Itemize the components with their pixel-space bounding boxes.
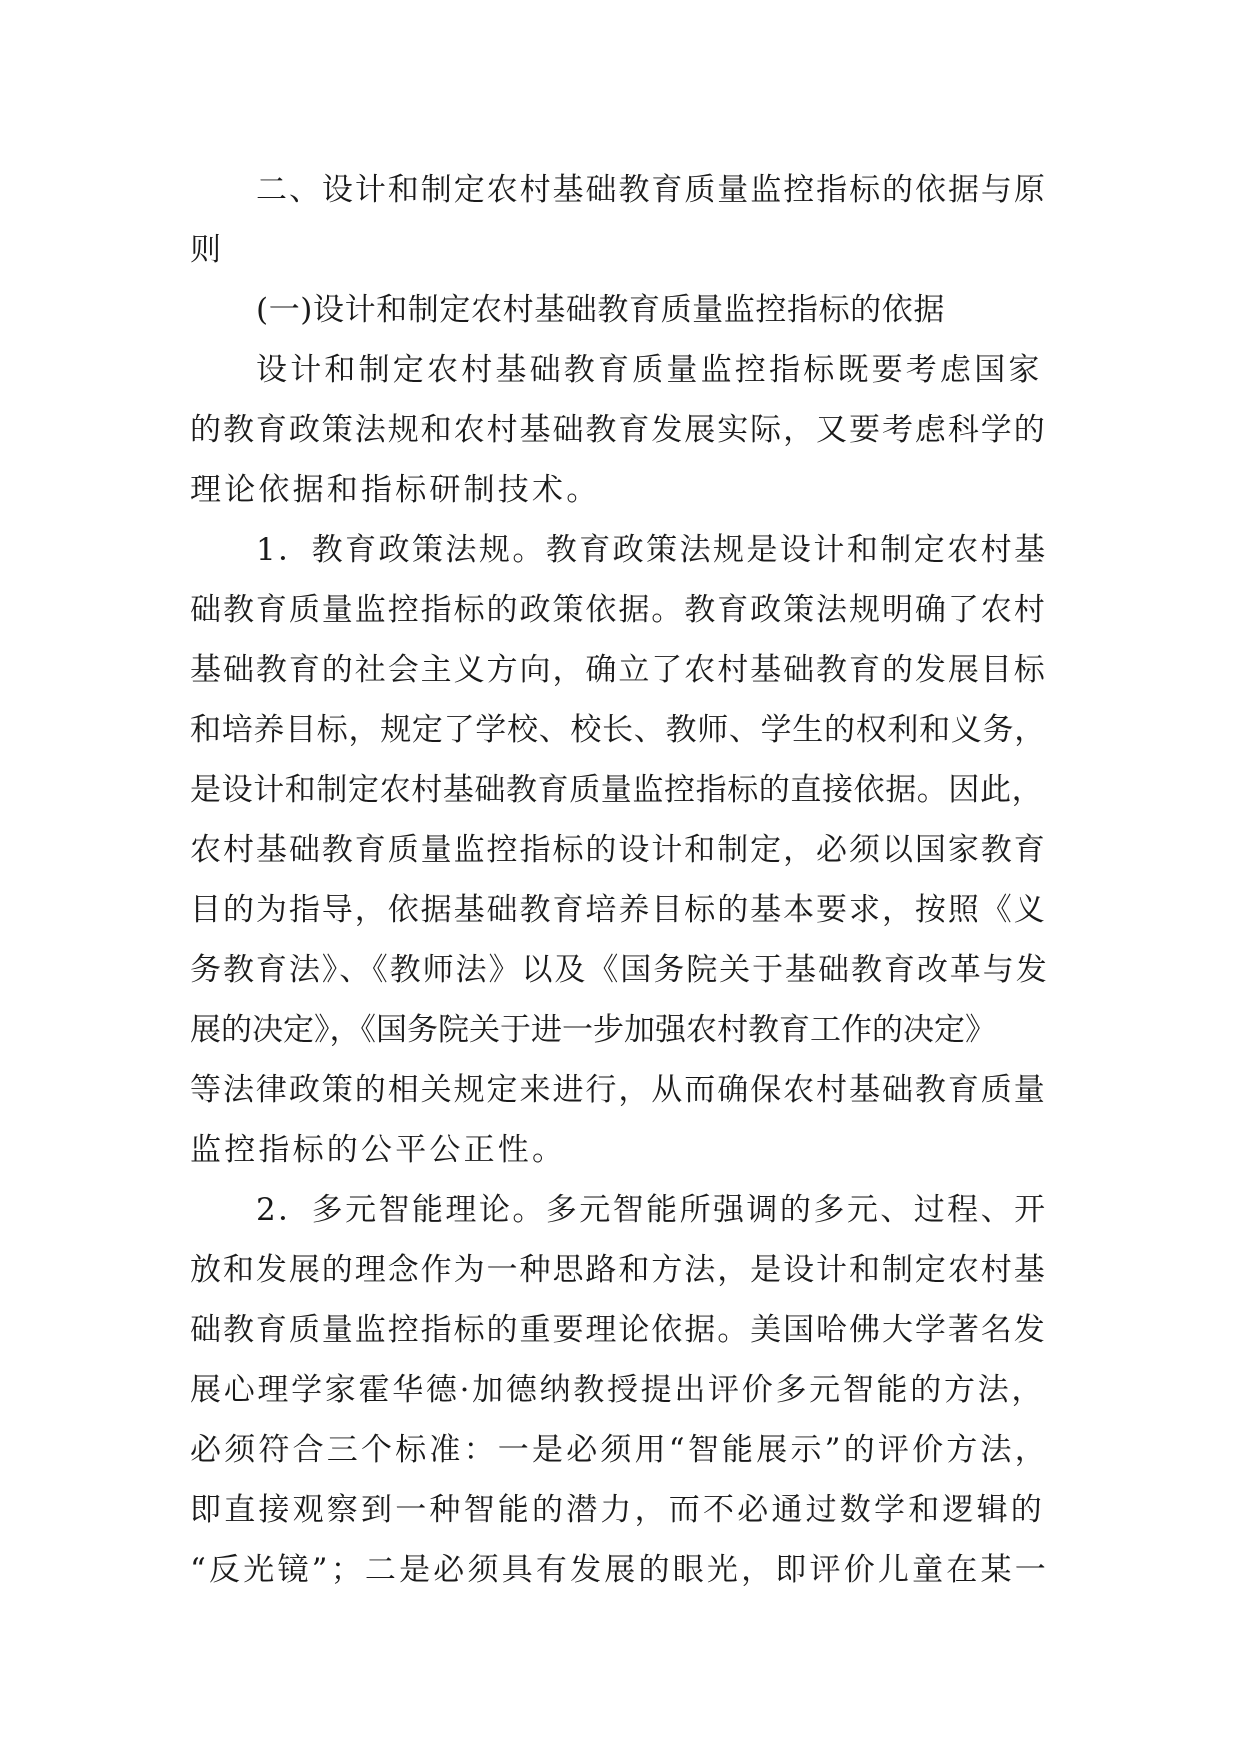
paragraph-line: 的教育政策法规和农村基础教育发展实际，又要考虑科学的 [190,412,1047,448]
paragraph-line: 即直接观察到一种智能的潜力，而不必通过数学和逻辑的 [190,1492,1045,1528]
paragraph-line: 设计和制定农村基础教育质量监控指标既要考虑国家 [256,352,1043,388]
paragraph-line: 务教育法》、《教师法》以及《国务院关于基础教育改革与发 [190,952,1049,988]
paragraph-line: 等法律政策的相关规定来进行，从而确保农村基础教育质量 [190,1072,1047,1108]
paragraph-line: 展心理学家霍华德·加德纳教授提出评价多元智能的方法， [190,1372,1046,1408]
paragraph-line: 必须符合三个标准：一是必须用“智能展示”的评价方法， [190,1432,1049,1468]
paragraph-line: 展的决定》，《国务院关于进一步加强农村教育工作的决定》 [190,1012,996,1048]
document-body [190,160,1050,1600]
paragraph-line: 1．教育政策法规。教育政策法规是设计和制定农村基 [256,532,1048,568]
section-heading: 二、设计和制定农村基础教育质量监控指标的依据与原 [256,172,1047,208]
paragraph-line: 理论依据和指标研制技术。 [190,472,601,508]
subsection-heading: (一)设计和制定农村基础教育质量监控指标的依据 [256,292,945,328]
paragraph-line: 目的为指导，依据基础教育培养目标的基本要求，按照《义 [190,892,1047,928]
paragraph-line: 基础教育的社会主义方向，确立了农村基础教育的发展目标 [190,652,1047,688]
paragraph-line: 是设计和制定农村基础教育质量监控指标的直接依据。因此， [190,772,1044,808]
paragraph-line: 放和发展的理念作为一种思路和方法，是设计和制定农村基 [190,1252,1047,1288]
paragraph-line: 监控指标的公平公正性。 [190,1132,567,1168]
paragraph-line: 农村基础教育质量监控指标的设计和制定，必须以国家教育 [190,832,1047,868]
section-heading-continued: 则 [190,232,225,268]
paragraph-line: 和培养目标，规定了学校、校长、教师、学生的权利和义务， [190,712,1046,748]
paragraph-line: 础教育质量监控指标的重要理论依据。美国哈佛大学著名发 [190,1312,1047,1348]
paragraph-line: 2．多元智能理论。多元智能所强调的多元、过程、开 [256,1192,1048,1228]
paragraph-line: “反光镜”；二是必须具有发展的眼光，即评价儿童在某一 [190,1552,1049,1588]
paragraph-line: 础教育质量监控指标的政策依据。教育政策法规明确了农村 [190,592,1047,628]
